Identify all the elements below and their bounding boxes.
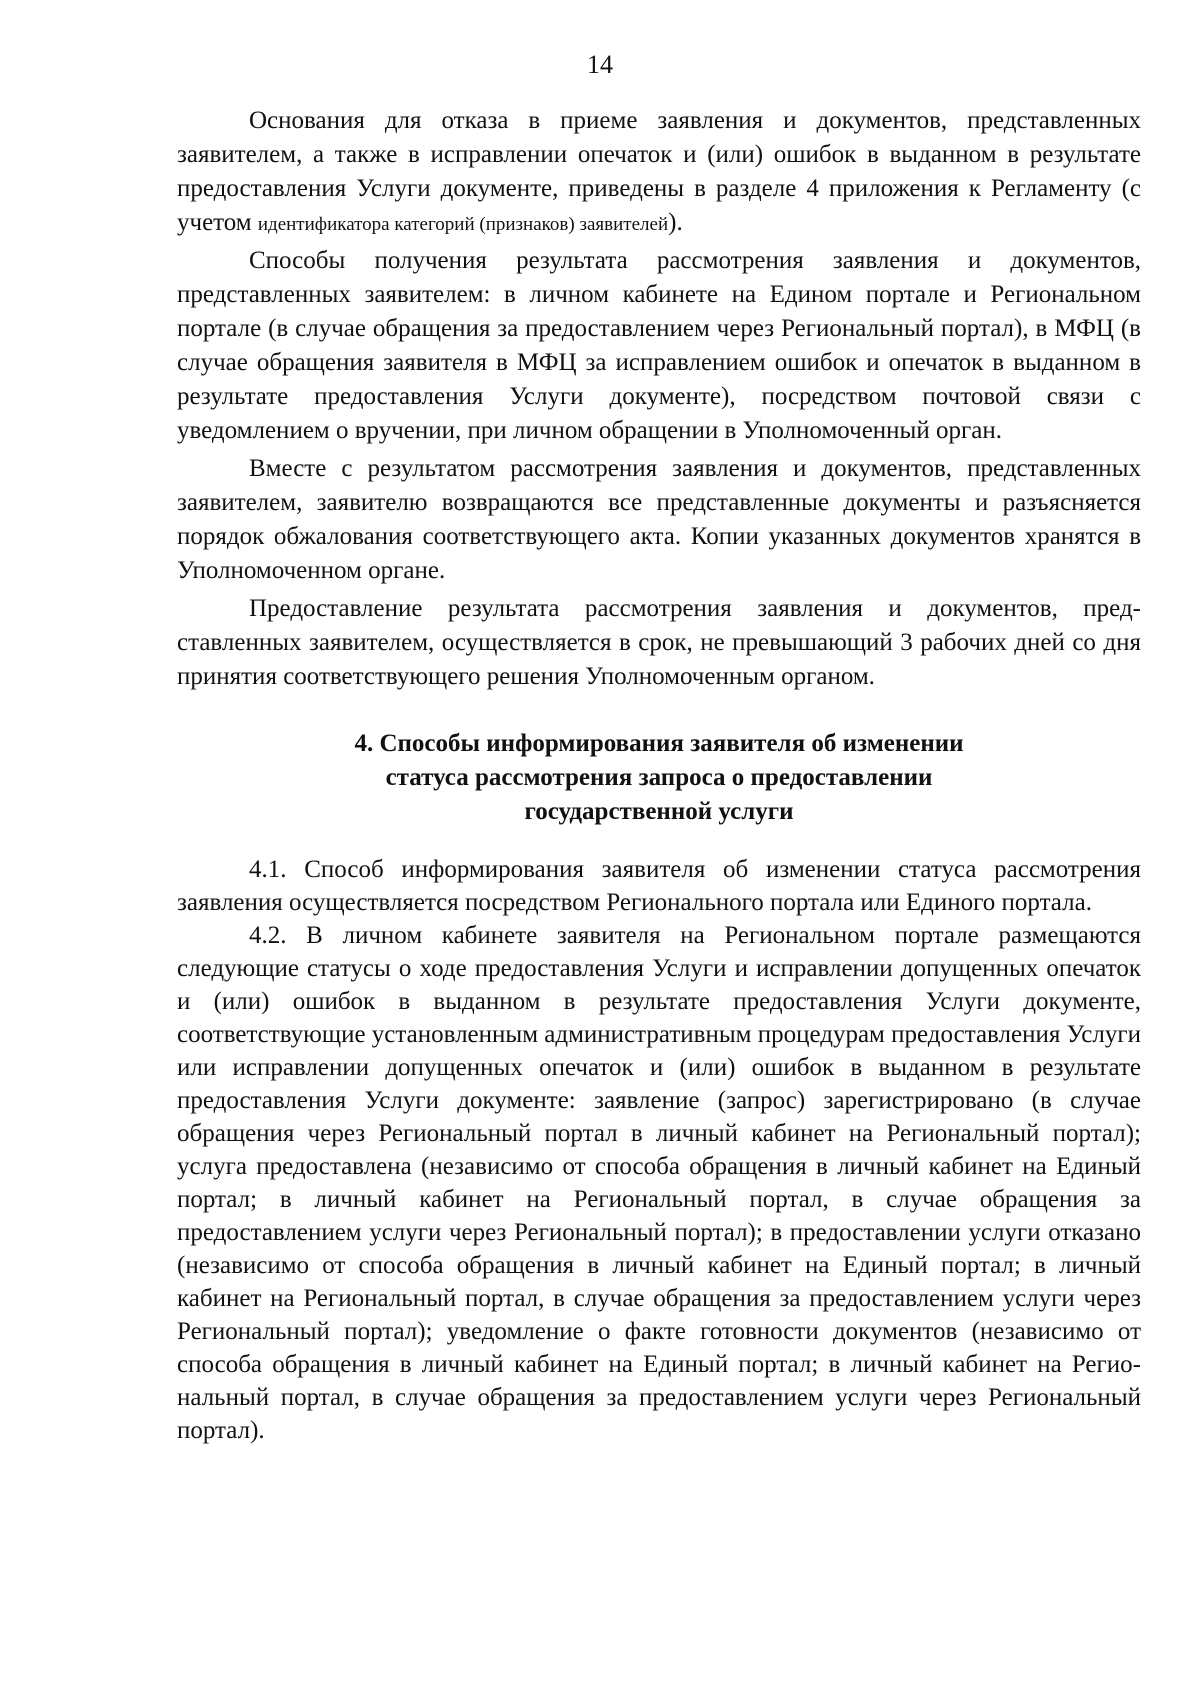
paragraph-refusal-grounds (177, 104, 1141, 242)
section-4-heading-line-2: статуса рассмотрения запроса о предоставлении (385, 764, 933, 791)
section-4-heading (177, 727, 1141, 829)
paragraph-documents-return: Вместе с результатом рассмотрения заявления и документов, представленных заявителем, заявителю возвращаются все представленные документы и разъясняется порядок обжалования соответствующего акта. Копии указанных документов хранятся в Уполномоченном органе. (177, 455, 1141, 584)
document-body (177, 104, 1141, 694)
section-4-heading-line-3: государственной услуги (524, 798, 794, 825)
paragraph-refusal-grounds-text: Основания для отказа в приеме заявления и документов, представленных заявителем, а также в исправлении опечаток и (или) ошибок в выданном в результате предоставления Услуги документе, приведены в разделе 4 приложения к Регламенту (с учетом (177, 107, 1141, 236)
page-number: 14 (587, 50, 613, 79)
section-4-body (177, 853, 1141, 1447)
paragraph-refusal-grounds-end: ). (668, 209, 683, 236)
applicant-category-identifier-text: идентификатора категорий (признаков) заявителей (257, 214, 669, 235)
item-4-1: 4.1. Способ информирования заявителя об изменении статуса рассмотрения заявления осуществляется посредством Регионального портала или Единого портала. (177, 856, 1141, 916)
paragraph-result-methods: Способы получения результата рассмотрения заявления и документов, представленных заявителем: в личном кабинете на Едином портале и Региональном портале (в случае обращения за предоставлением через Региональный портал), в МФЦ (в случае обращения заявителя в МФЦ за исправлением ошибок и опечаток в выданном в результате предоставления Услуги документе), посредством почтовой связи с уведомлением о вручении, при личном обращении в Уполномоченный орган. (177, 247, 1141, 444)
item-4-2: 4.2. В личном кабинете заявителя на Региональном портале размещаются следующие статусы о ходе предоставления Услуги и исправлении допущенных опечаток и (или) ошибок в выданном в результате предоставления Услуги документе, соответствующие установленным административным процедурам предоставления Услуги или исправлении допущенных опечаток и (или) ошибок в выданном в результате предоставления Услуги документе: заявление (запрос) зарегистрировано (в случае обращения через Региональный портал в личный кабинет на Региональный портал); услуга предоставлена (независимо от способа обращения в личный кабинет на Единый портал; в личный кабинет на Региональный портал, в случае обращения за предоставлением услуги через Региональный портал); в предоставлении услуги отказано (независимо от способа обращения в личный кабинет на Единый портал; в личный кабинет на Региональный портал, в случае обращения за предоставлением услуги через Региональный портал); уведомление о факте готовности документов (независимо от способа обращения в личный кабинет на Единый портал; в личный кабинет на Региональный портал, в случае обращения за предоставлением услуги через Региональный портал). (177, 922, 1141, 1444)
section-4-heading-line-1: 4. Способы информирования заявителя об изменении (354, 730, 964, 757)
paragraph-result-deadline: Предоставление результата рассмотрения заявления и документов, представленных заявителем, осуществляется в срок, не превышающий 3 рабочих дней со дня принятия соответствующего решения Уполномоченным органом. (177, 595, 1141, 690)
